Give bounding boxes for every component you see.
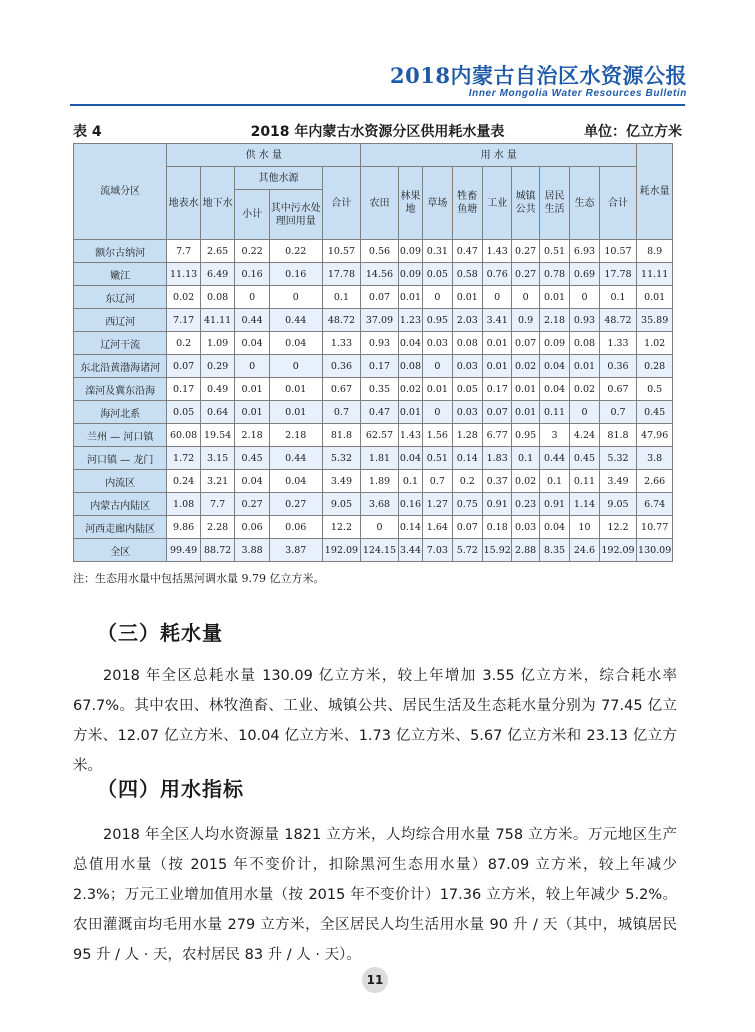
table-cell: 48.72 [599,309,637,332]
table-cell: 0.47 [361,401,399,424]
table-cell: 3.15 [200,447,235,470]
section-text-consumption: 2018 年全区总耗水量 130.09 亿立方米，较上年增加 3.55 亿立方米，综合耗水率 67.7%。其中农田、林牧渔畜、工业、城镇公共、居民生活及生态耗水量分别为 77.45 亿立方米、12.07 亿立方米、10.04 亿立方米、1.73 亿立方米、5.67 亿立方米和 23.13 亿立方米。 [73,668,677,774]
table-cell: 10 [570,516,599,539]
table-cell: 0.02 [167,286,200,309]
section-text-indicators: 2018 年全区人均水资源量 1821 立方米，人均综合用水量 758 立方米。万元地区生产总值用水量（按 2015 年不变价计，扣除黑河生态用水量）87.09 立方米，较上年减少 2.3%；万元工业增加值用水量（按 2015 年不变价计）17.36 立方米，较上年减少 5.2%。农田灌溉亩均毛用水量 279 立方米，全区居民人均生活用水量 90 升 / 天（其中，城镇居民 95 升 / 人 · 天，农村居民 83 升 / 人 · 天）。 [73,827,677,963]
table-cell: 19.54 [200,424,235,447]
table-cell: 3.88 [235,539,270,562]
table-cell: 0.95 [423,309,452,332]
table-cell: 3.41 [482,309,511,332]
table-cell: 5.32 [599,447,637,470]
header-ground: 地下水 [200,167,235,240]
header-surface: 地表水 [167,167,200,240]
row-region-name: 西辽河 [74,309,167,332]
row-region-name: 嫩江 [74,263,167,286]
table-cell: 1.14 [570,493,599,516]
table-cell: 0.03 [512,516,539,539]
table-cell: 1.56 [423,424,452,447]
table-cell: 1.28 [452,424,482,447]
table-cell: 41.11 [200,309,235,332]
table-cell: 0.07 [512,332,539,355]
table-cell: 3.8 [637,447,673,470]
table-cell: 0.64 [200,401,235,424]
table-cell: 47.96 [637,424,673,447]
row-region-name: 内蒙古内陆区 [74,493,167,516]
table-cell: 0.27 [512,263,539,286]
table-cell: 10.77 [637,516,673,539]
table-cell: 0.24 [167,470,200,493]
table-cell: 99.49 [167,539,200,562]
table-cell: 0 [361,516,399,539]
header-resident: 居民生活 [539,167,569,240]
header-supply-total: 合计 [322,167,361,240]
bulletin-subtitle: Inner Mongolia Water Resources Bulletin [468,88,687,99]
table-cell: 0.06 [235,516,270,539]
table-cell: 0.07 [167,355,200,378]
table-cell: 0.14 [398,516,422,539]
row-region-name: 辽河干流 [74,332,167,355]
table-cell: 3.21 [200,470,235,493]
table-cell: 0.49 [200,378,235,401]
table-cell: 0.27 [235,493,270,516]
table-cell: 0.91 [482,493,511,516]
section-heading-consumption: （三）耗水量 [97,621,223,645]
table-cell: 1.09 [200,332,235,355]
table-cell: 3.68 [361,493,399,516]
row-region-name: 东辽河 [74,286,167,309]
row-region-name: 河口镇 — 龙门 [74,447,167,470]
table-cell: 0.07 [452,516,482,539]
table-cell: 0.95 [512,424,539,447]
table-cell: 0.1 [599,286,637,309]
table-cell: 9.86 [167,516,200,539]
table-cell: 0.08 [200,286,235,309]
table-cell: 0.28 [637,355,673,378]
table-cell: 0.93 [361,332,399,355]
table-cell: 2.18 [269,424,322,447]
table-cell: 0.31 [423,240,452,263]
table-row [74,263,673,286]
table-row [74,401,673,424]
table-cell: 0.02 [512,355,539,378]
header-urban: 城镇公共 [512,167,539,240]
table-cell: 0.01 [512,401,539,424]
table-cell: 0.2 [167,332,200,355]
row-region-name: 滦河及冀东沿海 [74,378,167,401]
table-cell: 81.8 [599,424,637,447]
table-cell: 0.44 [235,309,270,332]
table-cell: 0.01 [269,378,322,401]
table-cell: 10.57 [599,240,637,263]
header-other: 其他水源 [235,167,322,190]
water-supply-table [73,143,673,562]
table-cell: 0.22 [269,240,322,263]
table-cell: 48.72 [322,309,361,332]
table-cell: 11.13 [167,263,200,286]
table-cell: 1.08 [167,493,200,516]
table-row [74,470,673,493]
table-cell: 1.33 [322,332,361,355]
table-cell: 0.16 [235,263,270,286]
table-cell: 192.09 [599,539,637,562]
table-cell: 0.67 [322,378,361,401]
table-cell: 5.72 [452,539,482,562]
table-cell: 0.44 [269,309,322,332]
table-cell: 0.09 [398,240,422,263]
table-cell: 2.03 [452,309,482,332]
table-cell: 0.17 [167,378,200,401]
table-cell: 0.7 [322,401,361,424]
table-cell: 0.01 [398,286,422,309]
table-row [74,424,673,447]
table-cell: 4.24 [570,424,599,447]
table-cell: 0.04 [539,378,569,401]
table-cell: 0.37 [482,470,511,493]
table-cell: 15.92 [482,539,511,562]
table-cell: 1.43 [398,424,422,447]
table-row [74,493,673,516]
table-cell: 0.03 [423,332,452,355]
table-cell: 12.2 [322,516,361,539]
table-cell: 0.51 [423,447,452,470]
table-cell: 1.27 [423,493,452,516]
table-row [74,240,673,263]
table-row [74,539,673,562]
table-cell: 0.18 [482,516,511,539]
table-cell: 62.57 [361,424,399,447]
table-cell: 0.02 [570,378,599,401]
table-cell: 0.11 [570,470,599,493]
table-cell: 0.93 [570,309,599,332]
row-region-name: 河西走廊内陆区 [74,516,167,539]
table-cell: 0.04 [398,447,422,470]
table-cell: 1.02 [637,332,673,355]
bulletin-header [390,64,687,100]
table-cell: 60.08 [167,424,200,447]
table-row [74,516,673,539]
page-number: 11 [362,967,388,993]
header-use-total: 合计 [599,167,637,240]
table-cell: 0.7 [599,401,637,424]
table-cell: 6.93 [570,240,599,263]
table-cell: 0.01 [637,286,673,309]
table-cell: 0 [482,286,511,309]
table-cell: 0 [269,286,322,309]
table-cell: 0.1 [539,470,569,493]
header-other-subtotal: 小计 [235,190,270,240]
header-grass: 草场 [423,167,452,240]
table-cell: 2.88 [512,539,539,562]
table-cell: 0.16 [398,493,422,516]
table-cell: 0.01 [482,332,511,355]
table-cell: 0.56 [361,240,399,263]
table-cell: 0.04 [539,355,569,378]
table-cell: 0.01 [570,355,599,378]
header-farmland: 农田 [361,167,399,240]
table-cell: 3.49 [322,470,361,493]
table-cell: 124.15 [361,539,399,562]
table-cell: 1.72 [167,447,200,470]
table-cell: 0.11 [539,401,569,424]
table-cell: 0.06 [269,516,322,539]
table-cell: 0.03 [452,355,482,378]
table-cell: 0 [423,286,452,309]
header-region: 流域分区 [74,144,167,240]
table-cell: 0.76 [482,263,511,286]
table-cell: 0.23 [512,493,539,516]
header-divider [70,104,685,106]
table-cell: 0.08 [452,332,482,355]
table-cell: 35.89 [637,309,673,332]
table-cell: 10.57 [322,240,361,263]
table-cell: 0.05 [423,263,452,286]
table-row [74,355,673,378]
table-cell: 0.04 [269,332,322,355]
table-cell: 0.14 [452,447,482,470]
table-cell: 1.81 [361,447,399,470]
table-cell: 0.04 [235,470,270,493]
table-cell: 0.04 [269,470,322,493]
table-cell: 0.51 [539,240,569,263]
table-cell: 0.44 [269,447,322,470]
table-cell: 0.09 [398,263,422,286]
table-cell: 1.33 [599,332,637,355]
table-cell: 0.29 [200,355,235,378]
table-cell: 0.7 [423,470,452,493]
row-region-name: 兰州 — 河口镇 [74,424,167,447]
header-livestock: 牲畜鱼塘 [452,167,482,240]
table-cell: 0.01 [269,401,322,424]
table-cell: 0.08 [570,332,599,355]
bulletin-title: 2018内蒙古自治区水资源公报 [390,63,687,88]
table-cell: 1.89 [361,470,399,493]
header-eco: 生态 [570,167,599,240]
table-cell: 130.09 [637,539,673,562]
table-cell: 0.1 [398,470,422,493]
table-label: 表 4 [73,124,102,140]
table-cell: 3.87 [269,539,322,562]
table-unit: 单位：亿立方米 [584,124,682,140]
table-cell: 14.56 [361,263,399,286]
table-cell: 7.7 [167,240,200,263]
table-cell: 0.17 [482,378,511,401]
table-cell: 0.17 [361,355,399,378]
table-cell: 0.1 [322,286,361,309]
header-industry: 工业 [482,167,511,240]
table-row [74,309,673,332]
row-region-name: 额尔古纳河 [74,240,167,263]
table-note: 注：生态用水量中包括黑河调水量 9.79 亿立方米。 [73,572,325,585]
table-cell: 2.65 [200,240,235,263]
table-cell: 1.64 [423,516,452,539]
table-cell: 0.45 [637,401,673,424]
table-cell: 0.02 [512,470,539,493]
header-use: 用 水 量 [361,144,637,167]
table-cell: 0 [235,286,270,309]
table-cell: 9.05 [599,493,637,516]
table-cell: 0 [423,401,452,424]
row-region-name: 海河北系 [74,401,167,424]
table-cell: 7.03 [423,539,452,562]
table-cell: 0.02 [398,378,422,401]
header-consumption: 耗水量 [637,144,673,240]
table-cell: 7.7 [200,493,235,516]
table-cell: 0.35 [361,378,399,401]
table-cell: 6.49 [200,263,235,286]
table-cell: 1.43 [482,240,511,263]
table-cell: 12.2 [599,516,637,539]
table-cell: 0.36 [599,355,637,378]
table-cell: 0.08 [398,355,422,378]
row-region-name: 内流区 [74,470,167,493]
table-cell: 0.03 [452,401,482,424]
table-cell: 0.04 [235,332,270,355]
table-cell: 0.01 [423,378,452,401]
table-cell: 3.49 [599,470,637,493]
table-cell: 0.09 [539,332,569,355]
row-region-name: 东北沿黄渤海诸河 [74,355,167,378]
table-cell: 0.01 [482,355,511,378]
table-title: 2018 年内蒙古水资源分区供用耗水量表 [250,124,505,140]
table-cell: 24.6 [570,539,599,562]
table-caption [73,121,682,141]
table-cell: 0.04 [539,516,569,539]
header-forest: 林果地 [398,167,422,240]
table-cell: 0.01 [235,401,270,424]
table-cell: 3.44 [398,539,422,562]
table-cell: 0.44 [539,447,569,470]
table-cell: 0.16 [269,263,322,286]
table-row [74,378,673,401]
table-cell: 0.04 [398,332,422,355]
table-cell: 2.18 [539,309,569,332]
table-cell: 192.09 [322,539,361,562]
table-cell: 0.01 [512,378,539,401]
table-cell: 0 [235,355,270,378]
table-cell: 2.66 [637,470,673,493]
table-cell: 0.01 [235,378,270,401]
table-cell: 81.8 [322,424,361,447]
table-cell: 6.77 [482,424,511,447]
table-cell: 0 [570,401,599,424]
table-cell: 11.11 [637,263,673,286]
table-cell: 88.72 [200,539,235,562]
table-cell: 0.1 [512,447,539,470]
table-row [74,286,673,309]
table-cell: 17.78 [599,263,637,286]
table-cell: 0.01 [452,286,482,309]
table-cell: 0.01 [398,401,422,424]
table-cell: 0.22 [235,240,270,263]
table-cell: 0.07 [482,401,511,424]
table-cell: 0.5 [637,378,673,401]
table-cell: 0.69 [570,263,599,286]
table-cell: 0.91 [539,493,569,516]
table-cell: 0.58 [452,263,482,286]
table-cell: 2.18 [235,424,270,447]
table-cell: 8.9 [637,240,673,263]
table-cell: 0 [269,355,322,378]
table-cell: 0.2 [452,470,482,493]
table-cell: 0.05 [452,378,482,401]
table-cell: 5.32 [322,447,361,470]
table-cell: 0.05 [167,401,200,424]
table-cell: 0.47 [452,240,482,263]
table-cell: 0.45 [570,447,599,470]
row-region-name: 全区 [74,539,167,562]
table-row [74,332,673,355]
table-cell: 6.74 [637,493,673,516]
header-other-sewage: 其中污水处理回用量 [269,190,322,240]
table-row [74,447,673,470]
table-cell: 0.01 [539,286,569,309]
table-cell: 8.35 [539,539,569,562]
table-cell: 0.07 [361,286,399,309]
table-cell: 0 [512,286,539,309]
table-cell: 0.27 [269,493,322,516]
table-cell: 0.67 [599,378,637,401]
table-cell: 3 [539,424,569,447]
table-cell: 0.27 [512,240,539,263]
table-cell: 17.78 [322,263,361,286]
table-cell: 1.83 [482,447,511,470]
table-cell: 9.05 [322,493,361,516]
table-cell: 0.36 [322,355,361,378]
header-supply: 供 水 量 [167,144,361,167]
table-cell: 1.23 [398,309,422,332]
table-cell: 7.17 [167,309,200,332]
table-cell: 37.09 [361,309,399,332]
table-cell: 0.75 [452,493,482,516]
table-cell: 0.78 [539,263,569,286]
table-cell: 2.28 [200,516,235,539]
section-heading-indicators: （四）用水指标 [97,777,244,801]
table-cell: 0 [570,286,599,309]
table-cell: 0.9 [512,309,539,332]
table-cell: 0.45 [235,447,270,470]
table-cell: 0 [423,355,452,378]
